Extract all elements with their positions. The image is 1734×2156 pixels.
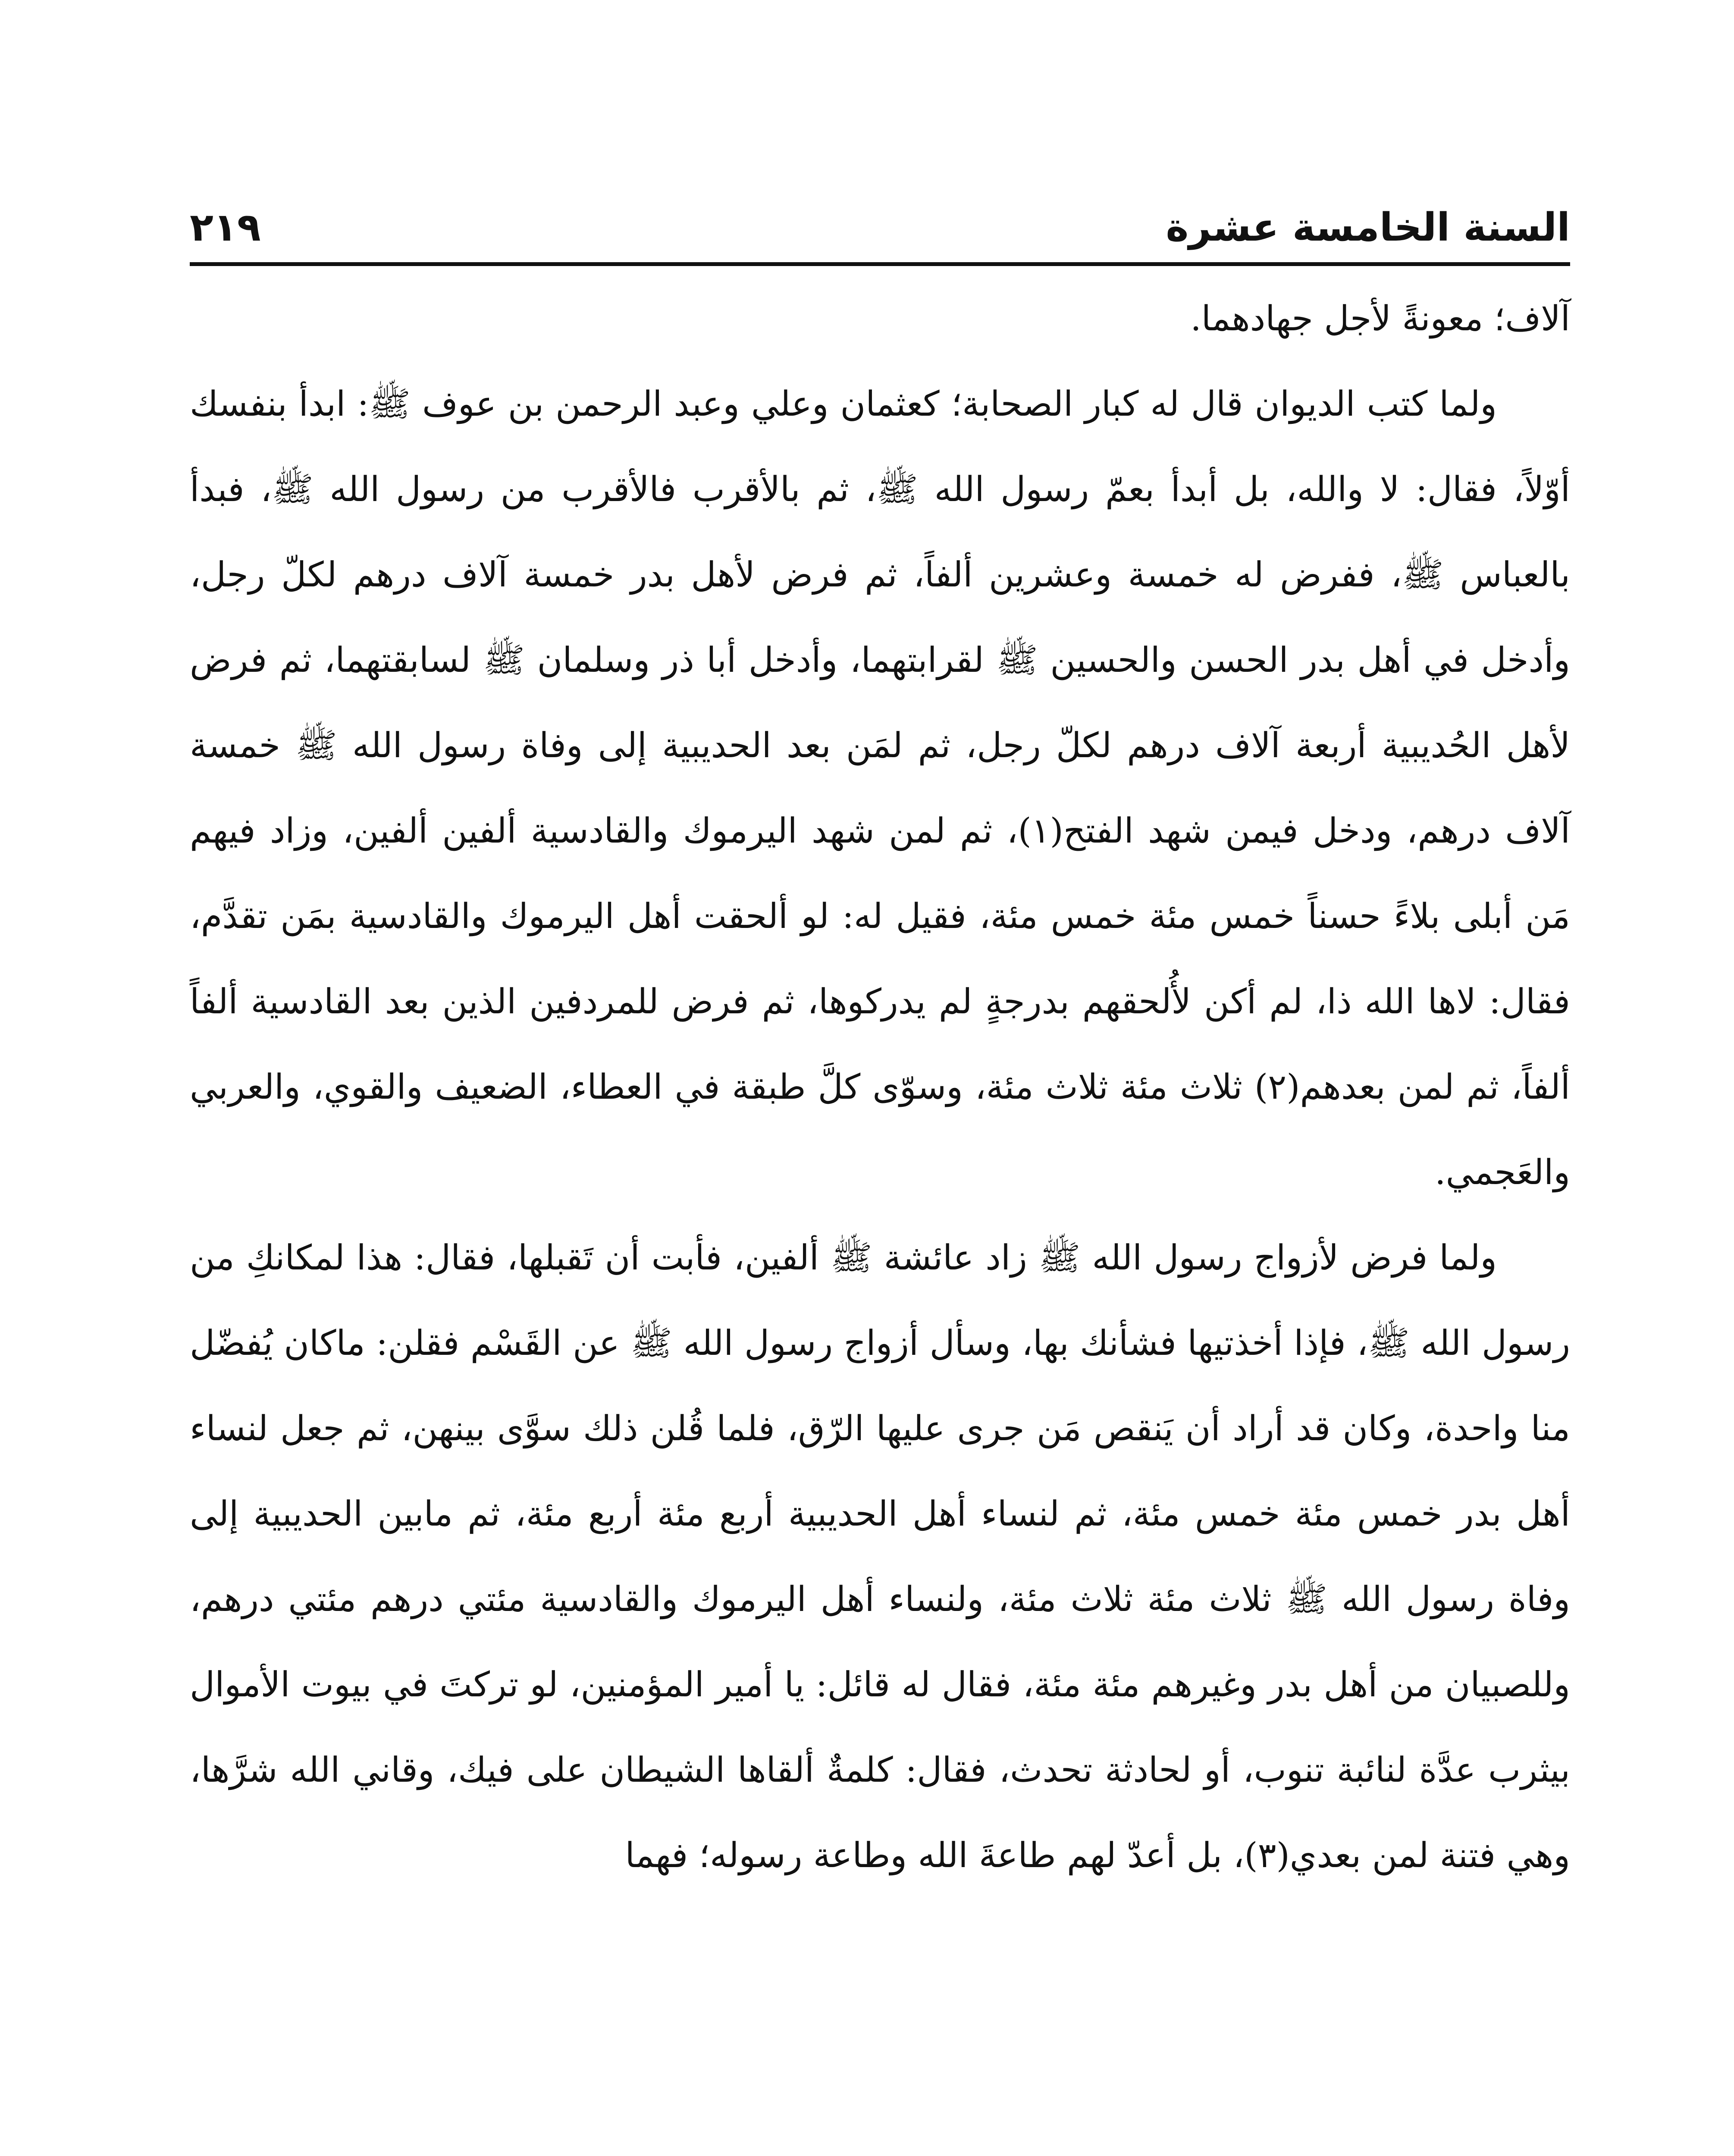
main-text [190,276,1570,1898]
page-number: ٢١٩ [190,205,261,250]
chapter-title: السنة الخامسة عشرة [1166,205,1570,250]
running-header [190,164,1570,266]
paragraph-1: آلاف؛ معونةً لأجل جهادهما. [1190,298,1570,338]
paragraph-2: ولما كتب الديوان قال له كبار الصحابة؛ كعثمان وعلي وعبد الرحمن بن عوف ﷺ: ابدأ بنفسك أوّلاً، فقال: لا والله، بل أبدأ بعمّ رسول الله ﷺ، ثم بالأقرب فالأقرب من رسول الله ﷺ، فبدأ بالعباس ﷺ، ففرض له خمسة وعشرين ألفاً، ثم فرض لأهل بدر خمسة آلاف درهم لكلّ رجل، وأدخل في أهل بدر الحسن والحسين ﷺ لقرابتهما، وأدخل أبا ذر وسلمان ﷺ لسابقتهما، ثم فرض لأهل الحُديبية أربعة آلاف درهم لكلّ رجل، ثم لمَن بعد الحديبية إلى وفاة رسول الله ﷺ خمسة آلاف درهم، ودخل فيمن شهد الفتح(١)، ثم لمن شهد اليرموك والقادسية ألفين ألفين، وزاد فيهم مَن أبلى بلاءً حسناً خمس مئة خمس مئة، فقيل له: لو ألحقت أهل اليرموك والقادسية بمَن تقدَّم، فقال: لاها الله ذا، لم أكن لأُلحقهم بدرجةٍ لم يدركوها، ثم فرض للمردفين الذين بعد القادسية ألفاً ألفاً، ثم لمن بعدهم(٢) ثلاث مئة ثلاث مئة، وسوّى كلَّ طبقة في العطاء، الضعيف والقوي، والعربي والعَجمي. [190,384,1571,1192]
paragraph-3: ولما فرض لأزواج رسول الله ﷺ زاد عائشة ﷺ ألفين، فأبت أن تَقبلها، فقال: هذا لمكانكِ من رسول الله ﷺ، فإذا أخذتيها فشأنك بها، وسأل أزواج رسول الله ﷺ عن القَسْم فقلن: ماكان يُفضّل منا واحدة، وكان قد أراد أن يَنقص مَن جرى عليها الرّق، فلما قُلن ذلك سوَّى بينهن، ثم جعل لنساء أهل بدر خمس مئة خمس مئة، ثم لنساء أهل الحديبية أربع مئة أربع مئة، ثم مابين الحديبية إلى وفاة رسول الله ﷺ ثلاث مئة ثلاث مئة، ولنساء أهل اليرموك والقادسية مئتي درهم مئتي درهم، وللصبيان من أهل بدر وغيرهم مئة مئة، فقال له قائل: يا أمير المؤمنين، لو تركتَ في بيوت الأموال بيثرب عدَّة لنائبة تنوب، أو لحادثة تحدث، فقال: كلمةٌ ألقاها الشيطان على فيك، وقاني الله شرَّها، وهي فتنة لمن بعدي(٣)، بل أعدّ لهم طاعةَ الله وطاعة رسوله؛ فهما [190,1238,1570,1875]
